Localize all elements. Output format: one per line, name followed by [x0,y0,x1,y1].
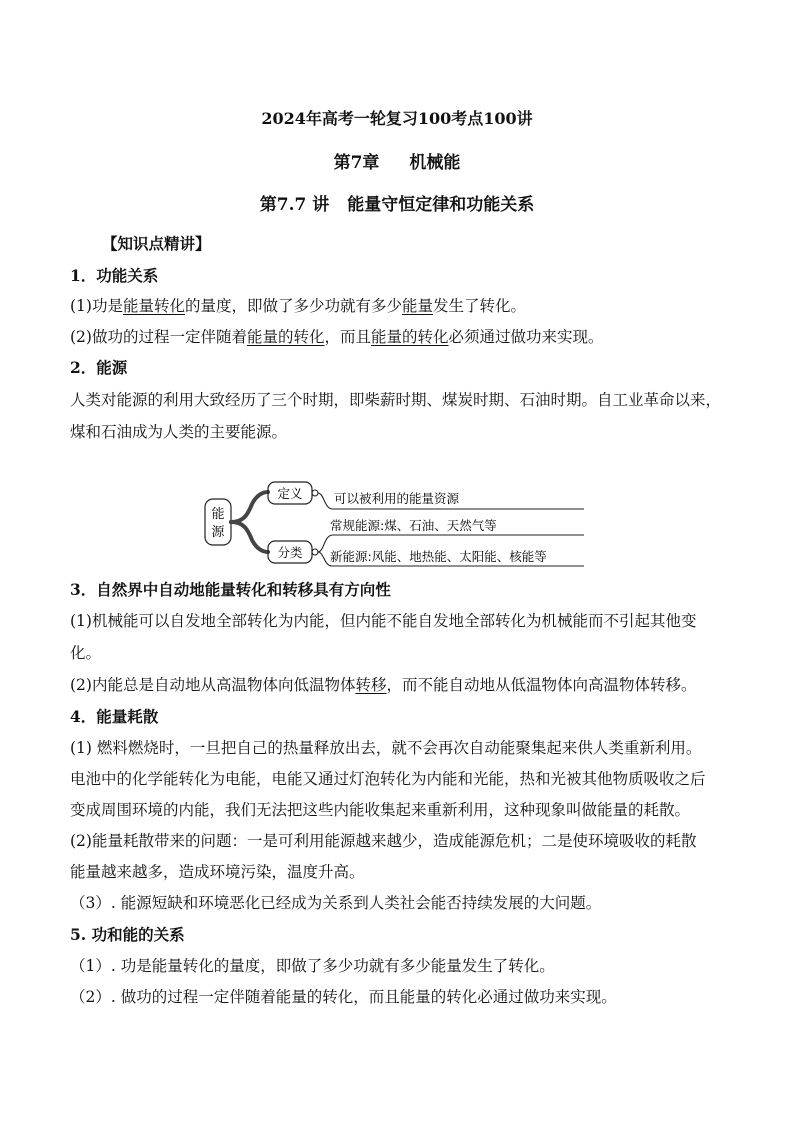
s1-p2-text-a: (2)做功的过程一定伴随着 [70,328,247,346]
diagram-definition-node [312,490,318,496]
s3-p2-text-b: ，而不能自动地从低温物体向高温物体转移。 [386,676,697,694]
s3-p2-underline: 转移 [355,676,387,694]
s2-heading: 2．能源 [70,358,128,377]
s3-paragraph-1-line-2: 化。 [70,644,102,662]
diagram-definition-text: 可以被利用的能量资源 [334,491,460,506]
s4-paragraph-1-line-1: (1) 燃料燃烧时，一旦把自己的热量释放出去，就不会再次自动能聚集起来供人类重新利用。 [70,739,702,757]
s4-paragraph-2-line-2: 能量越来越多，造成环境污染，温度升高。 [70,863,365,881]
section-heading: 【知识点精讲】 [102,234,211,253]
s1-p1-underline-1: 能量转化 [122,297,185,315]
s4-paragraph-3: （3）. 能源短缺和环境恶化已经成为关系到人类社会能否持续发展的大问题。 [70,894,602,912]
s1-paragraph-1 [70,294,740,318]
lecture-title [0,190,794,215]
s2-paragraph-line-2: 煤和石油成为人类的主要能源。 [70,423,288,441]
s3-p2-text-a: (2)内能总是自动地从高温物体向低温物体 [70,676,356,694]
diagram-classification-label: 分类 [277,545,303,560]
s1-p2-underline-2: 能量的转化 [371,328,449,346]
s1-p1-text-a: (1)功是 [70,297,123,315]
diagram-brace-lower [231,522,268,552]
diagram-definition-label: 定义 [277,486,303,501]
diagram-new-energy: 新能源:风能、地热能、太阳能、核能等 [330,549,547,564]
diagram-classification-node [312,549,318,555]
s1-paragraph-2 [70,325,740,349]
chapter-name: 机械能 [409,153,461,173]
s3-paragraph-2 [70,673,740,697]
diagram-definition-connector [318,493,332,509]
chapter-number: 第7章 [333,153,380,173]
s1-heading: 1．功能关系 [70,266,159,285]
s1-p2-text-b: ，而且 [324,328,371,346]
document-title: 2024年高考一轮复习100考点100讲 [261,109,533,128]
energy-source-diagram [200,474,590,572]
s4-heading: 4．能量耗散 [70,707,159,726]
s3-paragraph-1-line-1: (1)机械能可以自发地全部转化为内能，但内能不能自发地全部转化为机械能而不引起其他变 [70,612,697,630]
lecture-name: 能量守恒定律和功能关系 [347,195,535,215]
diagram-conventional-energy: 常规能源:煤、石油、天然气等 [330,518,497,533]
s4-paragraph-1-line-2: 电池中的化学能转化为电能，电能又通过灯泡转化为内能和光能，热和光被其他物质吸收之后 [70,770,706,788]
s1-p2-text-c: 必须通过做功来实现。 [448,328,604,346]
s4-paragraph-2-line-1: (2)能量耗散带来的问题：一是可利用能源越来越少，造成能源危机；二是使环境吸收的耗散 [70,832,697,850]
chapter-title [0,148,794,173]
s1-p1-text-c: 发生了转化。 [433,297,527,315]
s2-paragraph-line-1: 人类对能源的利用大致经历了三个时期，即柴薪时期、煤炭时期、石油时期。自工业革命以来， [70,391,722,409]
diagram-root-char-2: 源 [211,525,225,540]
s1-p1-text-b: 的量度，即做了多少功就有多少 [184,297,402,315]
diagram-root-char-1: 能 [211,507,225,522]
s1-p2-underline-1: 能量的转化 [246,328,325,346]
s5-paragraph-2: （2）. 做功的过程一定伴随着能量的转化，而且能量的转化必通过做功来实现。 [70,988,617,1006]
s4-paragraph-1-line-3: 变成周围环境的内能，我们无法把这些内能收集起来重新利用，这种现象叫做能量的耗散。 [70,801,691,819]
diagram-brace [231,492,268,522]
s3-heading: 3．自然界中自动地能量转化和转移具有方向性 [70,580,391,599]
lecture-number: 第7.7 讲 [259,195,330,215]
s5-paragraph-1: （1）. 功是能量转化的量度，即做了多少功就有多少能量发生了转化。 [70,957,555,975]
s5-heading: 5. 功和能的关系 [70,925,185,944]
s1-p1-underline-2: 能量 [402,297,434,315]
